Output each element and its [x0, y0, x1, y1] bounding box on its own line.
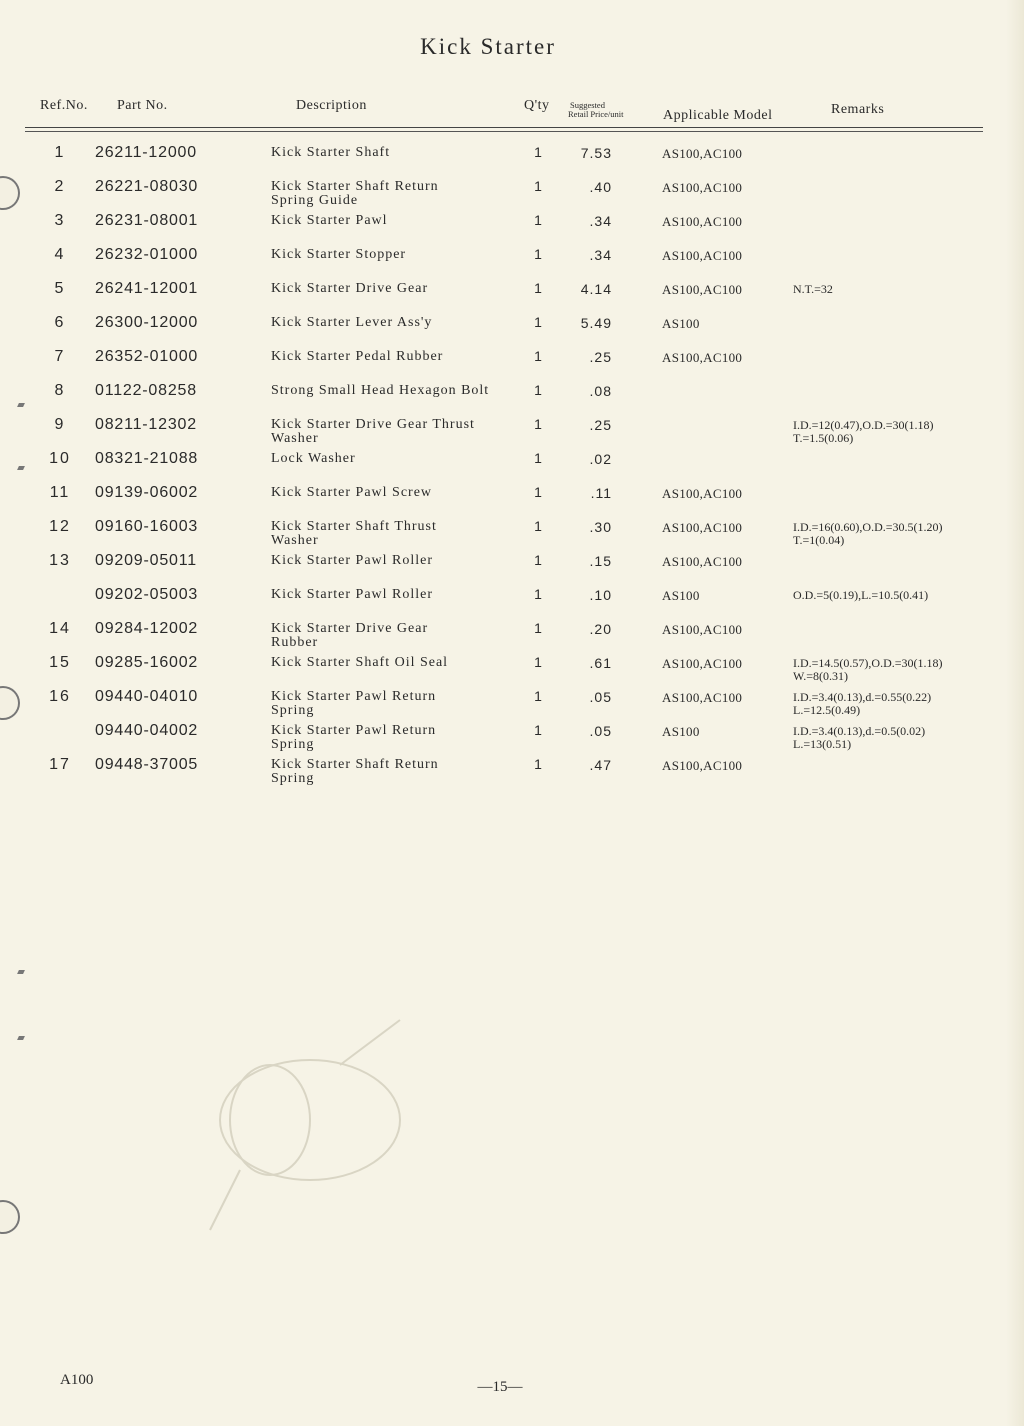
retail-price-cell: .34	[589, 247, 612, 263]
description-cell: Kick Starter Drive Gear Thrust Washer	[271, 417, 475, 446]
retail-price-cell: .02	[589, 451, 612, 467]
applicable-model-cell: AS100,AC100	[662, 758, 743, 773]
remarks-cell: O.D.=5(0.19),L.=10.5(0.41)	[793, 588, 929, 602]
description-cell: Kick Starter Lever Ass'y	[271, 315, 433, 330]
table-row	[0, 586, 1000, 620]
applicable-model-cell: AS100,AC100	[662, 690, 743, 705]
description-cell: Kick Starter Pedal Rubber	[271, 349, 444, 364]
retail-price-cell: .25	[589, 417, 612, 433]
description-cell: Kick Starter Drive Gear Rubber	[271, 621, 429, 650]
applicable-model-cell: AS100,AC100	[662, 520, 743, 535]
description-cell: Kick Starter Shaft Oil Seal	[271, 655, 449, 670]
applicable-model-cell: AS100,AC100	[662, 622, 743, 637]
quantity-cell: 1	[534, 552, 542, 568]
part-no-cell: 09160-16003	[95, 518, 199, 535]
ref-no-cell: 5	[54, 280, 66, 297]
remarks-cell: I.D.=3.4(0.13),d.=0.55(0.22) L.=12.5(0.49)	[793, 690, 932, 717]
applicable-model-cell: AS100,AC100	[662, 656, 743, 671]
ref-no-cell: 11	[49, 484, 71, 501]
part-no-cell: 08211-12302	[95, 416, 197, 433]
retail-price-cell: 7.53	[580, 145, 612, 161]
ref-no-cell: 9	[54, 416, 66, 433]
ref-no-cell: 7	[54, 348, 66, 365]
part-no-cell: 26221-08030	[95, 178, 199, 195]
part-no-cell: 26300-12000	[95, 314, 199, 331]
table-row	[0, 620, 1000, 654]
quantity-cell: 1	[534, 450, 542, 466]
retail-price-cell: .11	[590, 485, 612, 501]
quantity-cell: 1	[534, 382, 542, 398]
header-remarks: Remarks	[831, 102, 885, 117]
retail-price-cell: .08	[589, 383, 612, 399]
part-no-cell: 09448-37005	[95, 756, 199, 773]
quantity-cell: 1	[534, 212, 542, 228]
table-row	[0, 314, 1000, 348]
ref-no-cell: 17	[49, 756, 71, 773]
part-no-cell: 26241-12001	[95, 280, 199, 297]
description-cell: Lock Washer	[271, 451, 356, 466]
remarks-cell: N.T.=32	[793, 282, 833, 296]
page-edge-shadow	[1006, 0, 1024, 1426]
quantity-cell: 1	[534, 144, 542, 160]
header-description: Description	[296, 98, 367, 113]
description-cell: Kick Starter Stopper	[271, 247, 407, 262]
retail-price-cell: .05	[589, 689, 612, 705]
retail-price-cell: .30	[589, 519, 612, 535]
applicable-model-cell: AS100,AC100	[662, 282, 743, 297]
part-no-cell: 01122-08258	[95, 382, 197, 399]
table-row	[0, 382, 1000, 416]
part-no-cell: 26352-01000	[95, 348, 199, 365]
description-cell: Kick Starter Pawl	[271, 213, 388, 228]
retail-price-cell: .25	[589, 349, 612, 365]
quantity-cell: 1	[534, 314, 542, 330]
description-cell: Kick Starter Pawl Roller	[271, 553, 434, 568]
ref-no-cell: 2	[54, 178, 66, 195]
ref-no-cell: 14	[49, 620, 71, 637]
quantity-cell: 1	[534, 178, 542, 194]
footer-page-number: —15—	[477, 1379, 523, 1395]
ref-no-cell: 1	[54, 144, 66, 161]
remarks-cell: I.D.=14.5(0.57),O.D.=30(1.18) W.=8(0.31)	[793, 656, 943, 683]
footer-model-code: A100	[60, 1372, 94, 1388]
table-row	[0, 280, 1000, 314]
applicable-model-cell: AS100	[662, 316, 700, 331]
description-cell: Strong Small Head Hexagon Bolt	[271, 383, 490, 398]
quantity-cell: 1	[534, 416, 542, 432]
page-title: Kick Starter	[420, 34, 556, 59]
quantity-cell: 1	[534, 688, 542, 704]
quantity-cell: 1	[534, 620, 542, 636]
applicable-model-cell: AS100,AC100	[662, 486, 743, 501]
quantity-cell: 1	[534, 484, 542, 500]
ref-no-cell: 13	[49, 552, 71, 569]
table-row	[0, 688, 1000, 722]
retail-price-cell: .61	[589, 655, 612, 671]
ref-no-cell: 6	[54, 314, 66, 331]
retail-price-cell: .47	[589, 757, 612, 773]
margin-mark	[17, 1036, 25, 1040]
quantity-cell: 1	[534, 756, 542, 772]
table-row	[0, 178, 1000, 212]
header-applicable-model: Applicable Model	[663, 108, 773, 123]
quantity-cell: 1	[534, 280, 542, 296]
remarks-cell: I.D.=3.4(0.13),d.=0.5(0.02) L.=13(0.51)	[793, 724, 926, 751]
table-row	[0, 246, 1000, 280]
header-ref-no: Ref.No.	[40, 98, 88, 113]
ref-no-cell: 16	[49, 688, 71, 705]
description-cell: Kick Starter Shaft Return Spring	[271, 757, 439, 786]
ref-no-cell: 8	[54, 382, 66, 399]
table-row	[0, 212, 1000, 246]
part-no-cell: 09285-16002	[95, 654, 199, 671]
header-qty: Q'ty	[524, 98, 550, 113]
description-cell: Kick Starter Drive Gear	[271, 281, 429, 296]
quantity-cell: 1	[534, 246, 542, 262]
description-cell: Kick Starter Shaft	[271, 145, 391, 160]
table-row	[0, 450, 1000, 484]
table-row	[0, 552, 1000, 586]
table-row	[0, 484, 1000, 518]
retail-price-cell: 5.49	[580, 315, 612, 331]
ref-no-cell: 12	[49, 518, 71, 535]
remarks-cell: I.D.=12(0.47),O.D.=30(1.18) T.=1.5(0.06)	[793, 418, 934, 445]
part-no-cell: 09209-05011	[95, 552, 197, 569]
applicable-model-cell: AS100,AC100	[662, 350, 743, 365]
ref-no-cell: 15	[49, 654, 71, 671]
retail-price-cell: .20	[589, 621, 612, 637]
part-no-cell: 26211-12000	[95, 144, 197, 161]
table-row	[0, 756, 1000, 790]
table-row	[0, 348, 1000, 382]
quantity-cell: 1	[534, 348, 542, 364]
remarks-cell: I.D.=16(0.60),O.D.=30.5(1.20) T.=1(0.04)	[793, 520, 943, 547]
table-row	[0, 416, 1000, 450]
applicable-model-cell: AS100	[662, 724, 700, 739]
bleed-through-illustration	[200, 850, 900, 1250]
retail-price-cell: .34	[589, 213, 612, 229]
quantity-cell: 1	[534, 654, 542, 670]
retail-price-cell: .05	[589, 723, 612, 739]
ref-no-cell: 4	[54, 246, 66, 263]
header-rule	[25, 131, 983, 132]
part-no-cell: 09284-12002	[95, 620, 199, 637]
description-cell: Kick Starter Shaft Thrust Washer	[271, 519, 437, 548]
applicable-model-cell: AS100,AC100	[662, 146, 743, 161]
ref-no-cell: 10	[49, 450, 71, 467]
header-part-no: Part No.	[117, 98, 168, 113]
header-price-top: Suggested	[570, 100, 605, 110]
quantity-cell: 1	[534, 722, 542, 738]
header-price	[568, 101, 623, 119]
quantity-cell: 1	[534, 518, 542, 534]
applicable-model-cell: AS100,AC100	[662, 248, 743, 263]
retail-price-cell: .10	[589, 587, 612, 603]
retail-price-cell: .40	[589, 179, 612, 195]
header-rule	[25, 127, 983, 128]
description-cell: Kick Starter Pawl Screw	[271, 485, 433, 500]
retail-price-cell: 4.14	[580, 281, 612, 297]
applicable-model-cell: AS100	[662, 588, 700, 603]
retail-price-cell: .15	[589, 553, 612, 569]
table-row	[0, 654, 1000, 688]
part-no-cell: 09440-04002	[95, 722, 199, 739]
description-cell: Kick Starter Shaft Return Spring Guide	[271, 179, 439, 208]
part-no-cell: 26231-08001	[95, 212, 199, 229]
applicable-model-cell: AS100,AC100	[662, 554, 743, 569]
part-no-cell: 08321-21088	[95, 450, 199, 467]
description-cell: Kick Starter Pawl Roller	[271, 587, 434, 602]
applicable-model-cell: AS100,AC100	[662, 180, 743, 195]
part-no-cell: 26232-01000	[95, 246, 199, 263]
table-row	[0, 144, 1000, 178]
applicable-model-cell: AS100,AC100	[662, 214, 743, 229]
margin-mark	[17, 970, 25, 974]
punch-hole	[0, 1200, 20, 1234]
ref-no-cell: 3	[54, 212, 66, 229]
description-cell: Kick Starter Pawl Return Spring	[271, 689, 437, 718]
part-no-cell: 09139-06002	[95, 484, 199, 501]
table-row	[0, 518, 1000, 552]
part-no-cell: 09202-05003	[95, 586, 199, 603]
part-no-cell: 09440-04010	[95, 688, 199, 705]
header-price-bottom: Retail Price/unit	[568, 109, 624, 119]
description-cell: Kick Starter Pawl Return Spring	[271, 723, 437, 752]
quantity-cell: 1	[534, 586, 542, 602]
table-row	[0, 722, 1000, 756]
